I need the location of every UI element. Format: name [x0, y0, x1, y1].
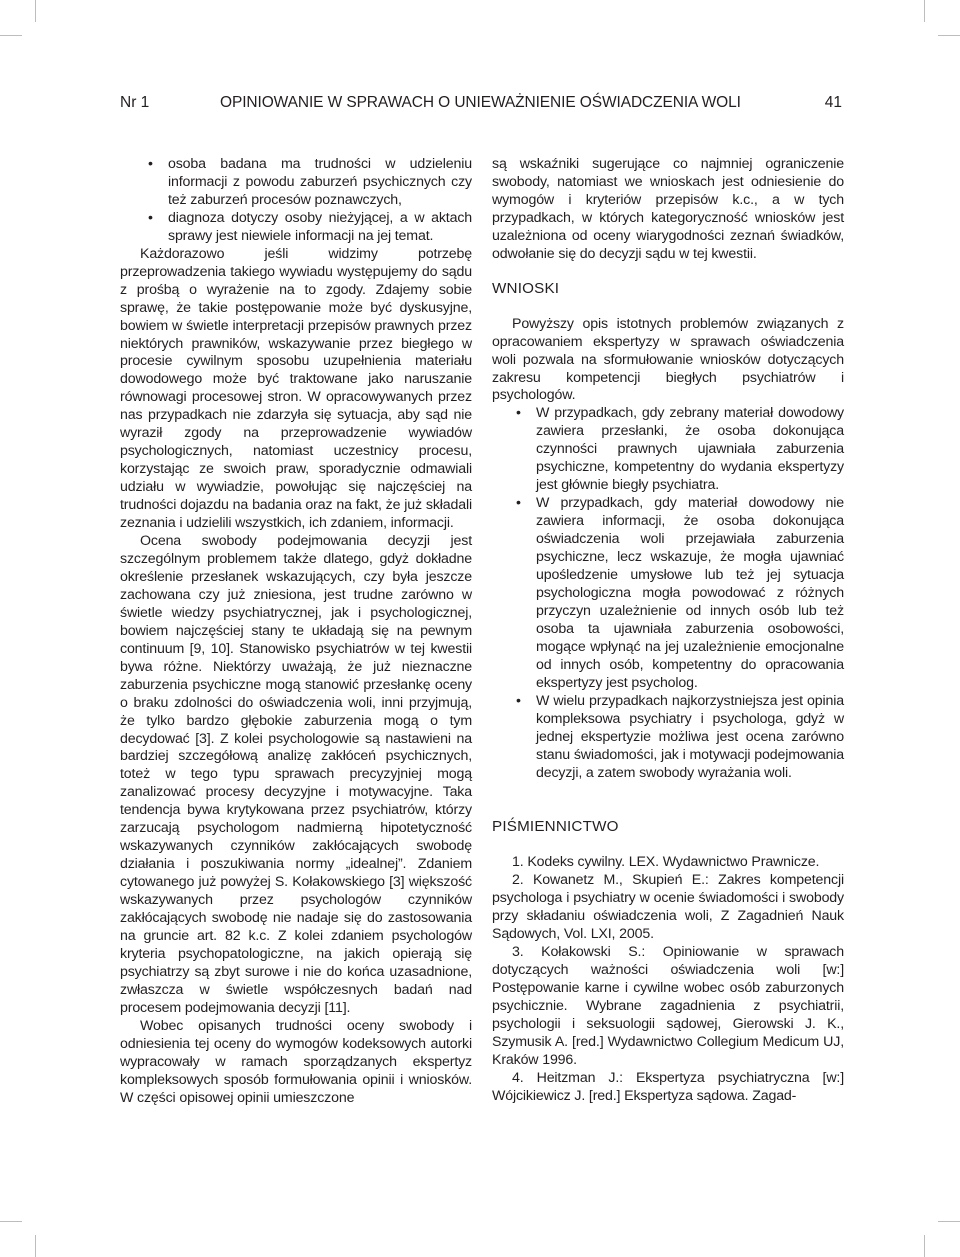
right-column: [492, 156, 844, 1106]
issue-number: Nr 1: [120, 94, 150, 111]
list-item-text: W przypadkach, gdy zebrany materiał dowodowy zawiera przesłanki, że osoba dokonująca czynności prawnych ujawniała zaburzenia psychiczne, kompetentny do wydania ekspertyzy jest głównie biegły psychiatra.: [536, 405, 844, 494]
running-title: OPINIOWANIE W SPRAWACH O UNIEWAŻNIENIE OŚWIADCZENIA WOLI: [220, 94, 741, 111]
page-number: 41: [824, 94, 842, 111]
section-heading-bibliography: PIŚMIENNICTWO: [492, 818, 619, 836]
list-item: [120, 210, 472, 246]
body-paragraph: Każdorazowo jeśli widzimy potrzebę przeprowadzenia takiego wywiadu występujemy do sądu z prośbą o wyrażenie na to zgody. Zdajemy sobie sprawę, że takie postępowanie może być dyskusyjne, bowiem w świetle interpretacji przepisów prawnych przez niektórych prawników, wskazywanie przez biegłego w procesie cywilnym sposobu uzupełnienia materiału dowodowego może być traktowane jako naruszanie równowagi procesowej stron. W opracowywanych przez nas przypadkach nie zdarzyła się sytuacja, aby sąd nie wyraził zgody na przeprowadzenie wywiadów psychologicznych, natomiast uczestnicy procesu, korzystając ze swoich praw, sporadycznie odmawiali udziału w wywiadzie, powołując się najczęściej na trudności dojazdu na badania oraz na fakt, że już składali zeznania i udzielili wszystkich, ich zdaniem, informacji.: [120, 245, 472, 532]
list-item: [120, 156, 472, 210]
crop-mark: [35, 1235, 36, 1257]
list-item: [492, 405, 844, 495]
bullet-icon: •: [148, 156, 153, 172]
list-item-text: W wielu przypadkach najkorzystniejsza jest opinia kompleksowa psychiatry i psychologa, gdyż w jednej ekspertyzie możliwa jest ocena zarówno stanu świadomości, jak i motywacji podejmowania decyzji, a zatem swobody wyrażania woli.: [536, 692, 844, 781]
crop-mark: [938, 1221, 960, 1222]
bullet-icon: •: [516, 692, 521, 709]
section-heading-conclusions: WNIOSKI: [492, 279, 560, 297]
bullet-list: [120, 156, 472, 246]
conclusions-list: [492, 405, 844, 782]
crop-mark: [938, 35, 960, 36]
bullet-icon: •: [516, 405, 521, 422]
reference-item: 1. Kodeks cywilny. LEX. Wydawnictwo Prawnicze.: [512, 854, 820, 871]
running-header: [120, 92, 842, 114]
crop-mark: [924, 1235, 925, 1257]
bullet-icon: •: [516, 495, 521, 512]
reference-item: 2. Kowanetz M., Skupień E.: Zakres kompetencji psychologa i psychiatry w ocenie świadomości i swobody przy składaniu oświadczenia woli, Z Zagadnień Nauk Sądowych, Vol. LXI, 2005.: [492, 872, 844, 943]
list-item: [492, 495, 844, 692]
left-column: [120, 156, 472, 1108]
body-paragraph: są wskaźniki sugerujące co najmniej ograniczenie swobody, natomiast we wnioskach jest odniesienie do wymogów i kryteriów przepisów k.c., a w tych przypadkach, w których kategoryczność wniosków jest uzależniona od oceny wiarygodności zeznań świadków, odwołanie się do decyzji sądu w tej kwestii.: [492, 156, 844, 262]
bullet-icon: •: [148, 209, 153, 226]
reference-item: 4. Heitzman J.: Ekspertyza psychiatryczna [w:] Wójcikiewicz J. [red.] Ekspertyza sądowa. Zagad-: [492, 1069, 844, 1104]
body-paragraph: Ocena swobody podejmowania decyzji jest szczególnym problemem także dlatego, gdyż dokładne określenie przesłanek wskazujących, czy była jeszcze zachowana czy już zniesiona, jest trudne zarówno w świetle wiedzy psychiatrycznej, jak i psychologicznej, bowiem najczęściej stany te układają się na pewnym continuum [9, 10]. Stanowisko psychiatrów w tej kwestii bywa różne. Niektórzy uważają, że już nieznaczne zaburzenia psychiczne mogą stanowić przesłankę oceny o braku zdolności do oświadczenia woli, inni przyjmują, że tylko bardzo głębokie zaburzenia mogą o tym decydować [3]. Z kolei psychologowie są nastawieni na bardziej szczegółową analizę zakłóceń psychicznych, toteż w tego typu sprawach precyzyjniej mogą zanalizować procesy decyzyjne i motywacyjne. Taka tendencja bywa krytykowana przez psychiatrów, którzy zarzucają psychologom nadmierną hipotetyczność wskazywanych czynników zakłócających swobodę działania i poszukiwania normy „idealnej”. Zdaniem cytowanego już powyżej S. Kołakowskiego [3] większość wskazywanych przez psychologów czynników zakłócających swobodę nie nadaje się do zastosowania na gruncie art. 82 k.c. Z kolei zdaniem psychologów kryteria psychopatologiczne, na jakich opierają się psychiatrzy są zbyt surowe i nie do końca uzasadnione, zwłaszcza w świetle współczesnych badań nad procesem podejmowania decyzji [11].: [120, 533, 472, 1016]
body-paragraph: Wobec opisanych trudności oceny swobody i odniesienia tej oceny do wymogów kodeksowych autorki wypracowały w ramach sporządzanych ekspertyz kompleksowych sposób formułowania opinii i wniosków. W części opisowej opinii umieszczone: [120, 1017, 472, 1106]
body-paragraph: Powyższy opis istotnych problemów związanych z opracowaniem ekspertyzy w sprawach oświadczenia woli pozwala na sformułowanie wniosków dotyczących zakresu kompetencji biegłych psychiatrów i psychologów.: [492, 315, 844, 404]
crop-mark: [35, 0, 36, 22]
crop-mark: [0, 1221, 22, 1222]
reference-item: 3. Kołakowski S.: Opiniowanie w sprawach dotyczących ważności oświadczenia woli [w:] Postępowanie karne i cywilne wobec osób zaburzonych psychicznie. Wybrane zagadnienia z psychiatrii, psychologii i seksuologii sądowej, Gierowski J. K., Szymusik A. [red.] Wydawnictwo Collegium Medicum UJ, Kraków 1996.: [492, 944, 844, 1068]
list-item-text: osoba badana ma trudności w udzieleniu informacji z powodu zaburzeń psychicznych czy też zaburzeń procesów poznawczych,: [168, 156, 472, 208]
list-item-text: diagnoza dotyczy osoby nieżyjącej, a w aktach sprawy jest niewiele informacji na jej temat.: [168, 209, 472, 244]
list-item-text: W przypadkach, gdy materiał dowodowy nie zawiera informacji, że osoba dokonująca oświadczenia woli przejawiała zaburzenia psychiczne, lecz wskazuje, że mogła ujawniać upośledzenie umysłowe lub też jej sytuacja psychologiczna mogła powodować z różnych przyczyn uzależnienie od innych osób lub też osoba ta ujawniała zaburzenia osobowości, mogące wpłynąć na jej uzależnienie emocjonalne od innych osób, kompetentny do opracowania ekspertyzy jest psycholog.: [536, 495, 844, 691]
crop-mark: [924, 0, 925, 22]
crop-mark: [0, 35, 22, 36]
reference-list: [492, 854, 844, 1105]
list-item: [492, 693, 844, 783]
